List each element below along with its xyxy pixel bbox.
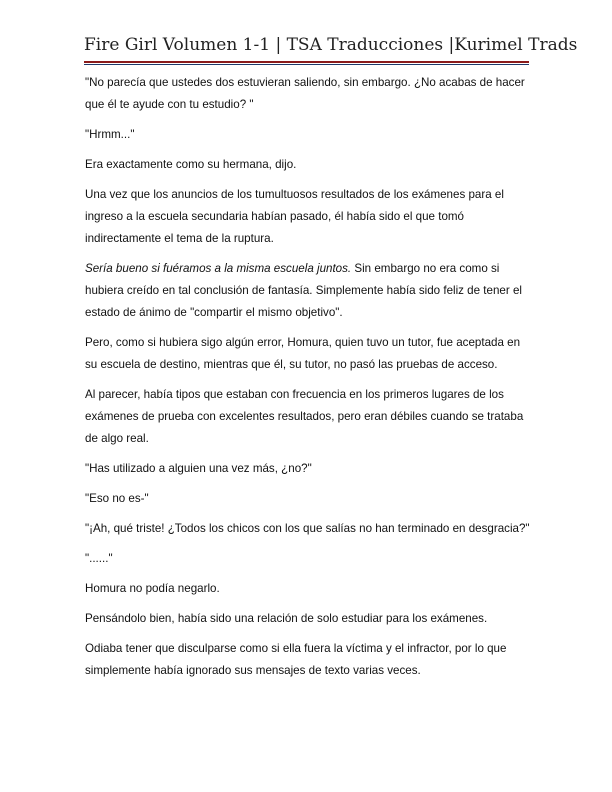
paragraph-continuation: Sin embargo no era como si hubiera creído en tal conclusión de fantasía. Simplemente había sido feliz de tener el estado de ánimo de "compartir el mismo objetivo". [85, 262, 522, 319]
body-text [85, 72, 530, 690]
paragraph: "......" [85, 552, 113, 565]
page-header-title: Fire Girl Volumen 1-1 | TSA Traducciones |Kurimel Trads [84, 35, 578, 55]
paragraph: Pensándolo bien, había sido una relación de solo estudiar para los exámenes. [85, 612, 488, 625]
header-divider-secondary [84, 64, 529, 65]
paragraph: "Hrmm..." [85, 128, 135, 141]
paragraph: "¡Ah, qué triste! ¿Todos los chicos con los que salías no han terminado en desgracia?" [85, 522, 530, 535]
paragraph: Pero, como si hubiera sigo algún error, Homura, quien tuvo un tutor, fue aceptada en su escuela de destino, mientras que él, su tutor, no pasó las pruebas de acceso. [85, 336, 521, 371]
paragraph: Al parecer, había tipos que estaban con frecuencia en los primeros lugares de los exámenes de prueba con excelentes resultados, pero eran débiles cuando se trataba de algo real. [85, 388, 524, 445]
italic-thought: Sería bueno si fuéramos a la misma escuela juntos. [85, 262, 352, 275]
paragraph: "Has utilizado a alguien una vez más, ¿no?" [85, 462, 312, 475]
paragraph: "Eso no es-" [85, 492, 149, 505]
paragraph: Era exactamente como su hermana, dijo. [85, 158, 297, 171]
paragraph: "No parecía que ustedes dos estuvieran saliendo, sin embargo. ¿No acabas de hacer que él te ayude con tu estudio? " [85, 76, 525, 111]
paragraph [85, 258, 530, 324]
paragraph: Odiaba tener que disculparse como si ella fuera la víctima y el infractor, por lo que simplemente había ignorado sus mensajes de texto varias veces. [85, 642, 507, 677]
paragraph: Homura no podía negarlo. [85, 582, 220, 595]
header-divider [84, 61, 529, 63]
paragraph: Una vez que los anuncios de los tumultuosos resultados de los exámenes para el ingreso a la escuela secundaria habían pasado, él había sido el que tomó indirectamente el tema de la ruptura. [85, 188, 504, 245]
